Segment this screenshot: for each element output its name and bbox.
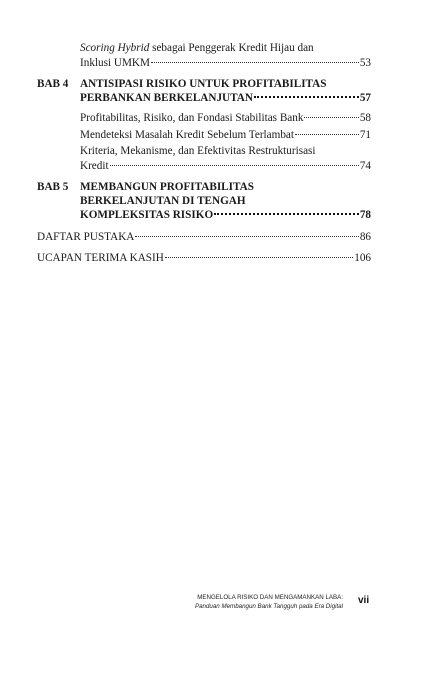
chapter-number-bab4: BAB 4 (37, 78, 69, 90)
toc-entry-scoring-italic: Scoring Hybrid (80, 42, 150, 54)
page-number: vii (358, 595, 370, 606)
toc-leader-dots (151, 62, 359, 63)
toc-entry-scoring-line1 (80, 41, 370, 56)
toc-entry-page: 86 (359, 231, 371, 243)
toc-entry-page: 58 (359, 112, 371, 124)
toc-entry-kriteria[interactable] (80, 159, 371, 174)
chapter-title-bab4-line2: PERBANKAN BERKELANJUTAN (80, 92, 253, 104)
chapter-bab4-page: 57 (359, 92, 371, 104)
toc-entry-title: Mendeteksi Masalah Kredit Sebelum Terlambat (80, 129, 294, 141)
chapter-title-bab5-line3: KOMPLEKSITAS RISIKO (80, 209, 214, 221)
toc-chapter-bab5[interactable] (80, 208, 371, 223)
toc-entry-scoring-page: 53 (359, 57, 371, 69)
toc-entry-scoring-rest: sebagai Penggerak Kredit Hijau dan (149, 42, 314, 54)
toc-entry-title: UCAPAN TERIMA KASIH (37, 252, 164, 264)
toc-entry-title: Profitabilitas, Risiko, dan Fondasi Stabilitas Bank (80, 112, 304, 124)
footer-book-title: MENGELOLA RISIKO DAN MENGAMANKAN LABA: (197, 594, 343, 601)
toc-entry-ucapan[interactable] (37, 251, 371, 266)
toc-entry-title: Kredit (80, 160, 109, 172)
chapter-bab5-page: 78 (359, 209, 371, 221)
toc-leader-dots (165, 257, 353, 258)
toc-leader-dots (110, 165, 359, 166)
chapter-title-bab4-line1: ANTISIPASI RISIKO UNTUK PROFITABILITAS (80, 78, 327, 90)
chapter-title-bab5-line1: MEMBANGUN PROFITABILITAS (80, 181, 254, 193)
toc-entry-page: 74 (359, 160, 371, 172)
toc-entry-page: 106 (354, 252, 371, 264)
toc-leader-dots (304, 117, 358, 118)
toc-entry-daftar-pustaka[interactable] (37, 230, 371, 245)
toc-entry-mendeteksi[interactable] (80, 128, 371, 143)
toc-entry-page: 71 (359, 129, 371, 141)
toc-entry-title: DAFTAR PUSTAKA (37, 231, 135, 243)
toc-leader-dots (254, 96, 359, 98)
chapter-title-bab5-line2: BERKELANJUTAN DI TENGAH (80, 195, 246, 207)
toc-chapter-bab4[interactable] (80, 91, 371, 106)
toc-leader-dots (135, 236, 358, 237)
toc-entry-scoring-title: Inklusi UMKM (80, 57, 150, 69)
toc-leader-dots (295, 134, 359, 135)
toc-entry-kriteria-line1: Kriteria, Mekanisme, dan Efektivitas Restrukturisasi (80, 145, 316, 157)
footer-book-subtitle: Panduan Membangun Bank Tangguh pada Era Digital (194, 603, 343, 610)
toc-leader-dots (214, 213, 359, 215)
toc-entry-profitabilitas[interactable] (80, 111, 371, 126)
toc-entry-scoring[interactable] (80, 56, 371, 71)
chapter-number-bab5: BAB 5 (37, 181, 69, 193)
